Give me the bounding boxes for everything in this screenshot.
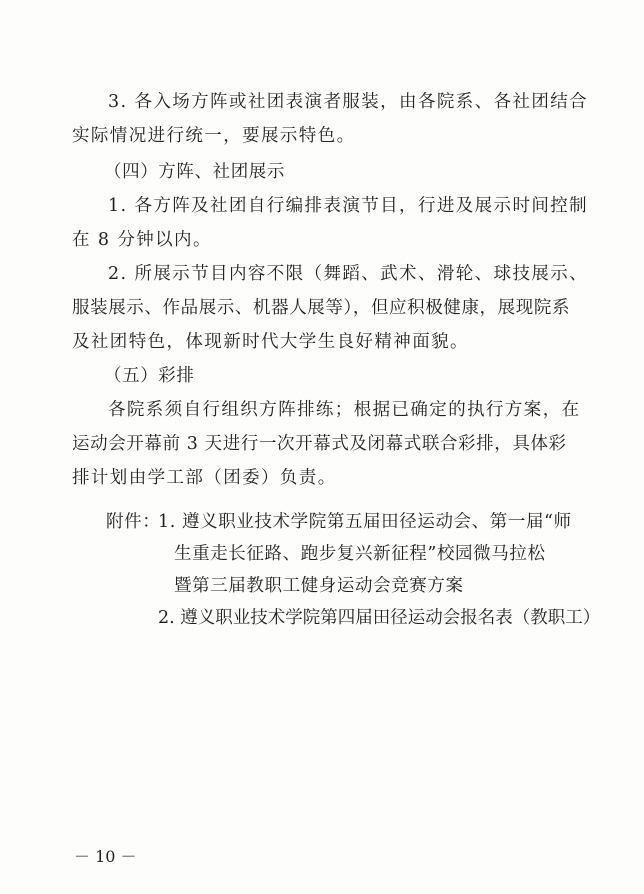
section-heading-5: （五）彩排 xyxy=(104,366,195,386)
attachment-1-line-2: 生重走长征路、跑步复兴新征程”校园微马拉松 xyxy=(174,544,546,564)
paragraph-4-2-line-1: 2. 所展示节目内容不限（舞蹈、武术、滑轮、球技展示、 xyxy=(108,264,589,284)
paragraph-4-2-line-2: 服装展示、作品展示、机器人展等），但应积极健康，展现院系 xyxy=(72,298,571,318)
section-heading-4: （四）方阵、社团展示 xyxy=(104,162,285,182)
attachment-2: 2. 遵义职业技术学院第四届田径运动会报名表（教职工） xyxy=(158,608,601,628)
attachment-1-line-1: 1. 遵义职业技术学院第五届田径运动会、第一届“师 xyxy=(158,512,572,532)
attachment-1-line-3: 暨第三届教职工健身运动会竞赛方案 xyxy=(174,576,464,596)
attachments-label: 附件： xyxy=(106,512,161,532)
paragraph-3-line-2: 实际情况进行统一，要展示特色。 xyxy=(72,126,356,146)
paragraph-4-1-line-1: 1. 各方阵及社团自行编排表演节目，行进及展示时间控制 xyxy=(108,196,589,216)
paragraph-3-line-1: 3. 各入场方阵或社团表演者服装，由各院系、各社团结合 xyxy=(108,92,589,112)
paragraph-5-line-2: 运动会开幕前 3 天进行一次开幕式及闭幕式联合彩排，具体彩 xyxy=(72,434,567,454)
paragraph-4-2-line-3: 及社团特色，体现新时代大学生良好精神面貌。 xyxy=(72,332,469,352)
page-number: － 10 － xyxy=(74,847,137,866)
paragraph-5-line-1: 各院系须自行组织方阵排练；根据已确定的执行方案，在 xyxy=(108,400,581,420)
paragraph-4-1-line-2: 在 8 分钟以内。 xyxy=(72,230,212,250)
paragraph-5-line-3: 排计划由学工部（团委）负责。 xyxy=(72,468,337,488)
